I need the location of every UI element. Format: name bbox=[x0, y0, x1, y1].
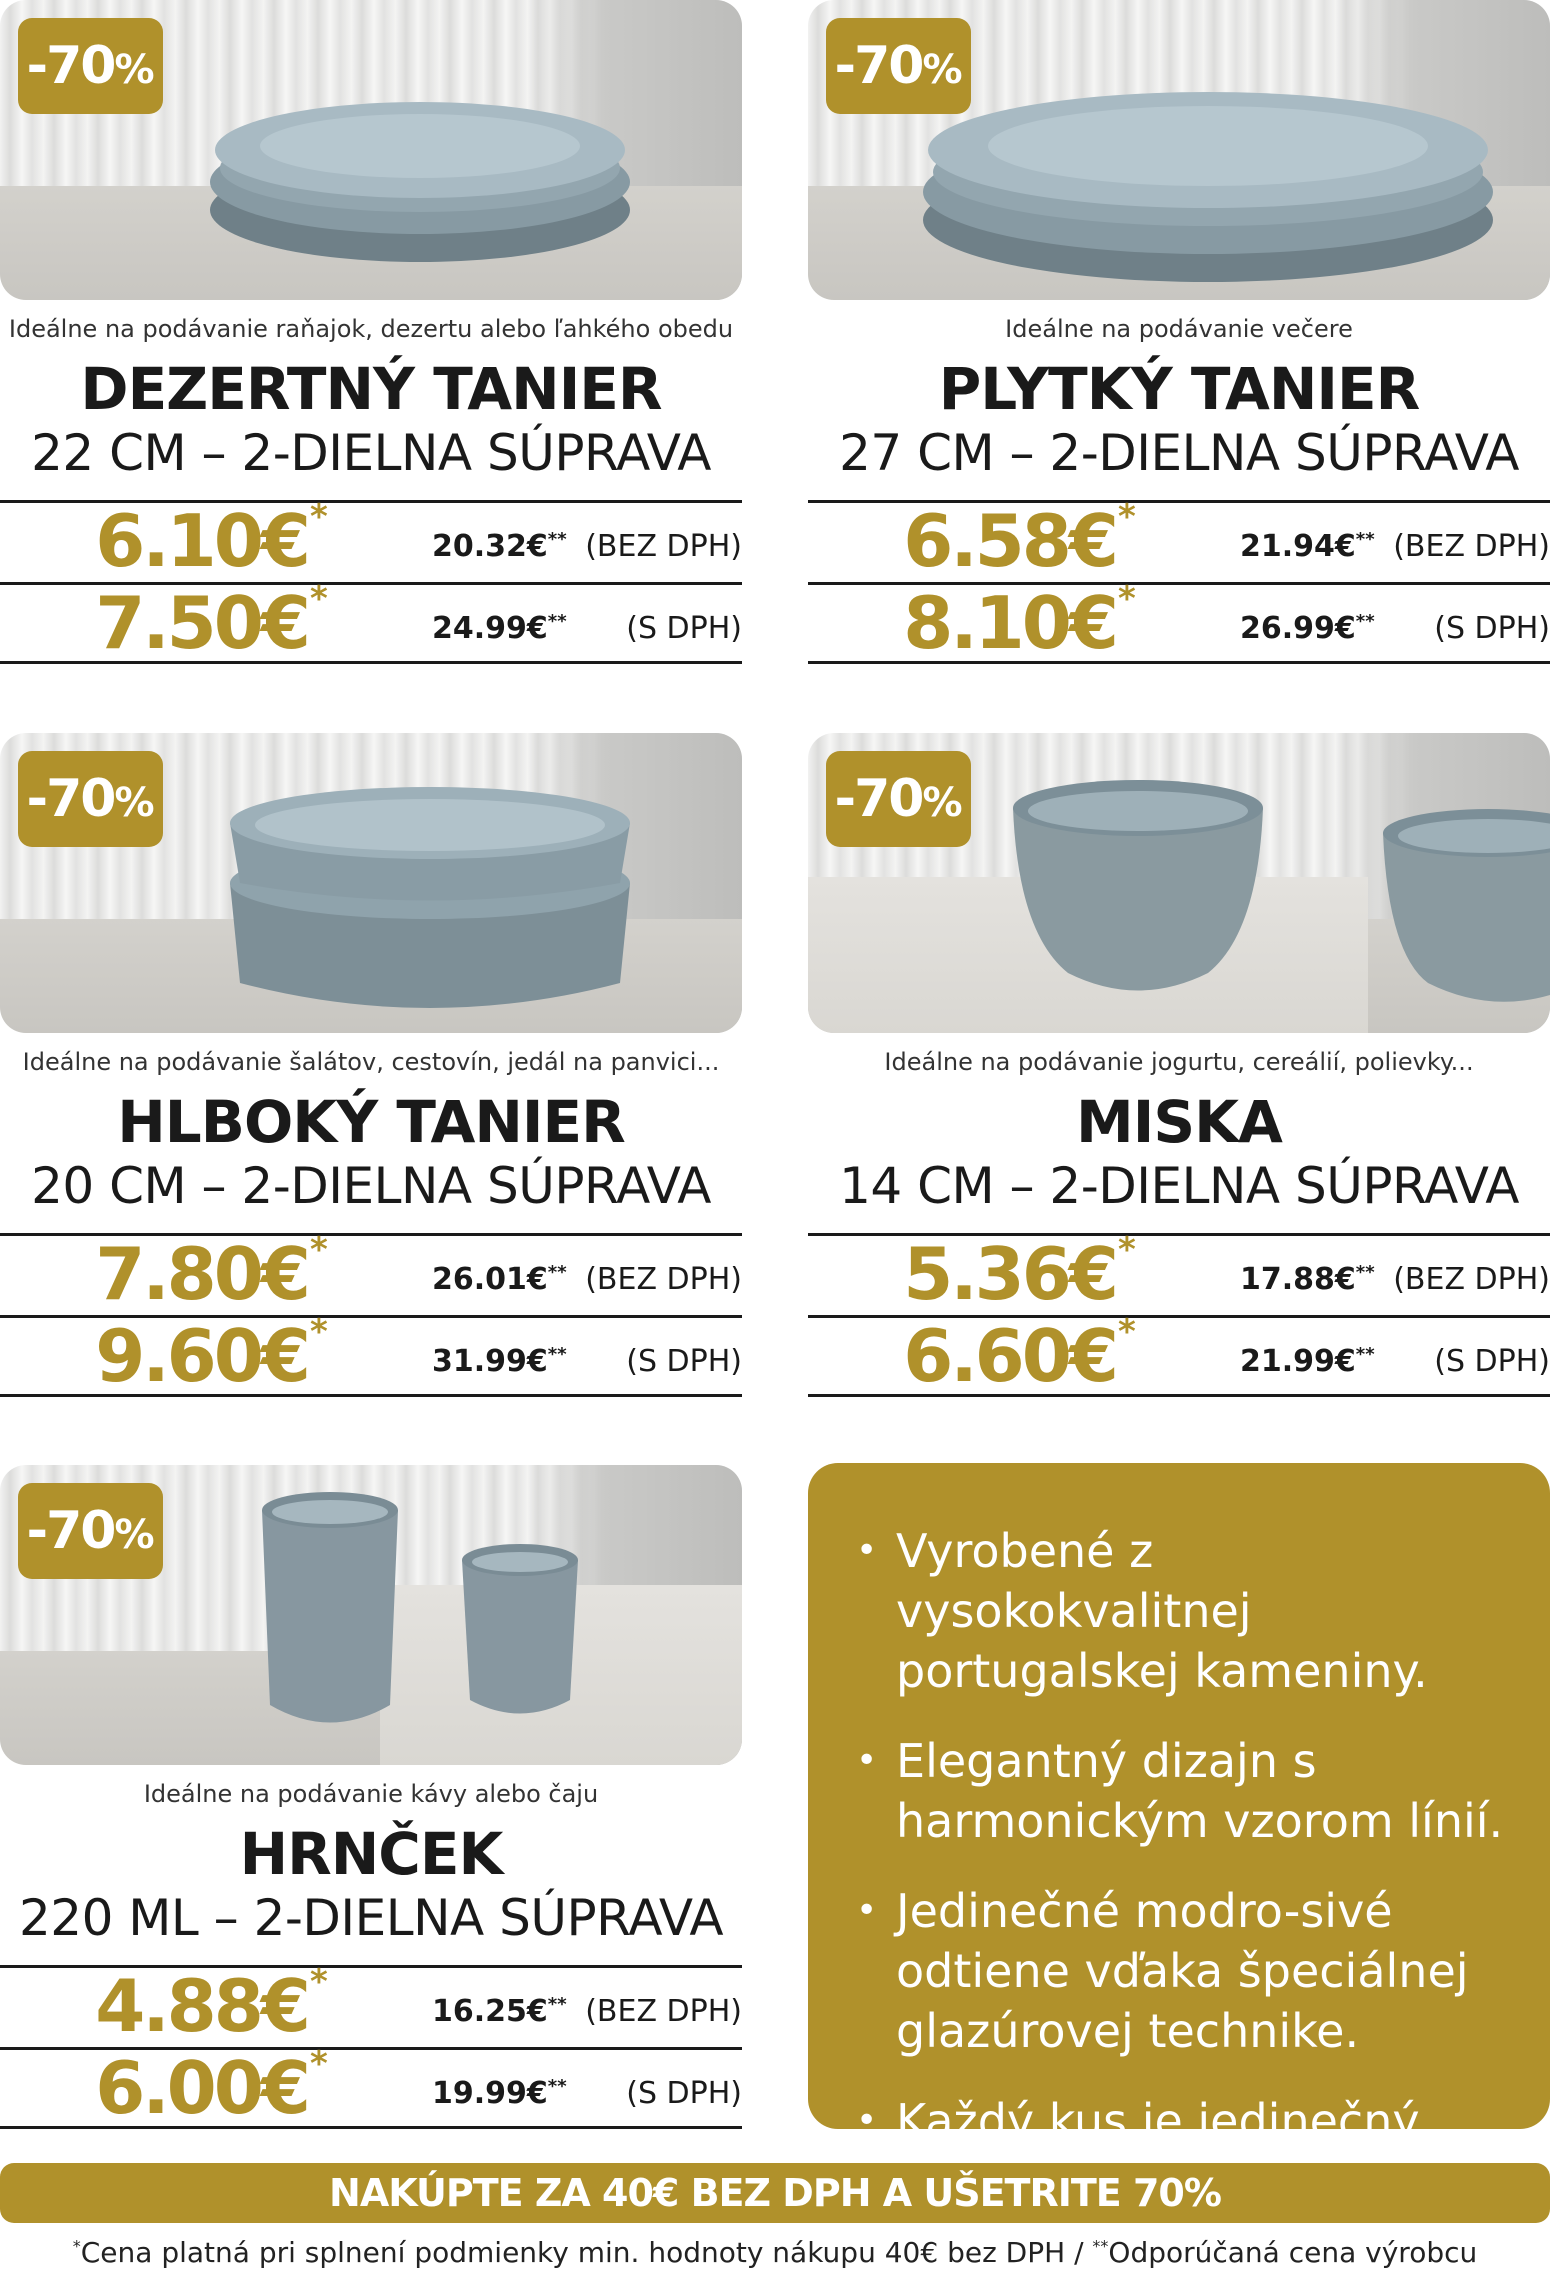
product-subtitle: 220 ML – 2-DIELNA SÚPRAVA bbox=[18, 1889, 724, 1947]
rrp-gross: 19.99€** bbox=[432, 2076, 567, 2111]
features-box bbox=[808, 1463, 1550, 2148]
rrp-gross: 31.99€** bbox=[432, 1344, 567, 1379]
vat-label-gross: (S DPH) bbox=[626, 611, 742, 646]
sale-price-net: 6.58€* bbox=[903, 497, 1133, 583]
product-image bbox=[0, 733, 742, 1033]
sale-price-net: 5.36€* bbox=[903, 1230, 1133, 1316]
price-row-gross bbox=[808, 579, 1550, 665]
price-row-net bbox=[0, 497, 742, 583]
discount-badge: -70 % bbox=[18, 18, 163, 114]
price-row-net bbox=[808, 1230, 1550, 1316]
product-image bbox=[0, 0, 742, 300]
product-title: DEZERTNÝ TANIER bbox=[80, 355, 662, 423]
discount-badge: -70 % bbox=[18, 1483, 163, 1579]
product-tagline: Ideálne na podávanie jogurtu, cereálií, polievky... bbox=[884, 1048, 1474, 1076]
feature-item: • Vyrobené z vysokokvalitnej portugalskej kameniny. bbox=[848, 1521, 1510, 1701]
product-subtitle: 20 CM – 2-DIELNA SÚPRAVA bbox=[31, 1157, 711, 1215]
rrp-net: 26.01€** bbox=[432, 1262, 567, 1297]
price-row-gross bbox=[0, 579, 742, 665]
product-tagline: Ideálne na podávanie večere bbox=[1005, 315, 1353, 343]
product-image bbox=[808, 733, 1550, 1033]
vat-label-gross: (S DPH) bbox=[1434, 611, 1550, 646]
product-card-hlboky-tanier[interactable] bbox=[0, 733, 742, 1398]
bullet-icon: • bbox=[856, 1530, 878, 1571]
sale-price-gross: 6.60€* bbox=[903, 1312, 1133, 1398]
rrp-net: 20.32€** bbox=[432, 529, 567, 564]
price-row-gross bbox=[0, 2044, 742, 2130]
vat-label-gross: (S DPH) bbox=[626, 2076, 742, 2111]
rrp-gross: 24.99€** bbox=[432, 611, 567, 646]
sale-price-gross: 6.00€* bbox=[95, 2044, 325, 2130]
bullet-icon: • bbox=[856, 1740, 878, 1781]
product-title: PLYTKÝ TANIER bbox=[938, 355, 1420, 423]
bullet-icon: • bbox=[856, 2100, 878, 2141]
product-subtitle: 14 CM – 2-DIELNA SÚPRAVA bbox=[839, 1157, 1519, 1215]
sale-price-gross: 9.60€* bbox=[95, 1312, 325, 1398]
product-card-hrncek[interactable] bbox=[0, 1465, 742, 2130]
sale-price-gross: 7.50€* bbox=[95, 579, 325, 665]
product-title: HLBOKÝ TANIER bbox=[117, 1088, 625, 1156]
rrp-net: 21.94€** bbox=[1240, 529, 1375, 564]
sale-price-net: 7.80€* bbox=[95, 1230, 325, 1316]
price-row-gross bbox=[0, 1312, 742, 1398]
sale-price-net: 4.88€* bbox=[95, 1962, 325, 2048]
discount-badge: -70 % bbox=[826, 751, 971, 847]
rrp-gross: 26.99€** bbox=[1240, 611, 1375, 646]
product-tagline: Ideálne na podávanie raňajok, dezertu alebo ľahkého obedu bbox=[8, 315, 734, 343]
price-row-net bbox=[0, 1962, 742, 2048]
feature-list bbox=[848, 1521, 1510, 2151]
vat-label-net: (BEZ DPH) bbox=[1393, 1262, 1550, 1297]
rrp-net: 17.88€** bbox=[1240, 1262, 1375, 1297]
footnote: *Cena platná pri splnení podmienky min. hodnoty nákupu 40€ bez DPH / **Odporúčaná cena výrobcu bbox=[72, 2236, 1478, 2269]
product-card-dezertny-tanier[interactable] bbox=[0, 0, 742, 665]
product-card-miska[interactable] bbox=[808, 733, 1550, 1398]
rrp-gross: 21.99€** bbox=[1240, 1344, 1375, 1379]
promo-banner: NAKÚPTE ZA 40€ BEZ DPH A UŠETRITE 70% bbox=[0, 2163, 1550, 2223]
vat-label-net: (BEZ DPH) bbox=[585, 1262, 742, 1297]
price-row-net bbox=[808, 497, 1550, 583]
product-tagline: Ideálne na podávanie kávy alebo čaju bbox=[143, 1780, 599, 1808]
bullet-icon: • bbox=[856, 1890, 878, 1931]
product-title: HRNČEK bbox=[239, 1820, 503, 1888]
feature-item: • Jedinečné modro-sivé odtiene vďaka špeciálnej glazúrovej technike. bbox=[848, 1881, 1510, 2061]
price-row-gross bbox=[808, 1312, 1550, 1398]
vat-label-net: (BEZ DPH) bbox=[1393, 529, 1550, 564]
price-row-net bbox=[0, 1230, 742, 1316]
vat-label-net: (BEZ DPH) bbox=[585, 1994, 742, 2029]
feature-item: • Elegantný dizajn s harmonickým vzorom línií. bbox=[848, 1731, 1510, 1851]
discount-badge: -70 % bbox=[826, 18, 971, 114]
product-image bbox=[808, 0, 1550, 300]
product-tagline: Ideálne na podávanie šalátov, cestovín, jedál na panvici... bbox=[22, 1048, 720, 1076]
vat-label-gross: (S DPH) bbox=[1434, 1344, 1550, 1379]
vat-label-net: (BEZ DPH) bbox=[585, 529, 742, 564]
product-title: MISKA bbox=[1076, 1088, 1282, 1156]
product-card-plytky-tanier[interactable] bbox=[808, 0, 1550, 665]
rrp-net: 16.25€** bbox=[432, 1994, 567, 2029]
discount-badge: -70 % bbox=[18, 751, 163, 847]
sale-price-gross: 8.10€* bbox=[903, 579, 1133, 665]
product-subtitle: 27 CM – 2-DIELNA SÚPRAVA bbox=[839, 424, 1519, 482]
vat-label-gross: (S DPH) bbox=[626, 1344, 742, 1379]
sale-price-net: 6.10€* bbox=[95, 497, 325, 583]
product-subtitle: 22 CM – 2-DIELNA SÚPRAVA bbox=[31, 424, 711, 482]
feature-item: • Každý kus je jedinečný. bbox=[848, 2091, 1510, 2151]
product-image bbox=[0, 1465, 742, 1765]
